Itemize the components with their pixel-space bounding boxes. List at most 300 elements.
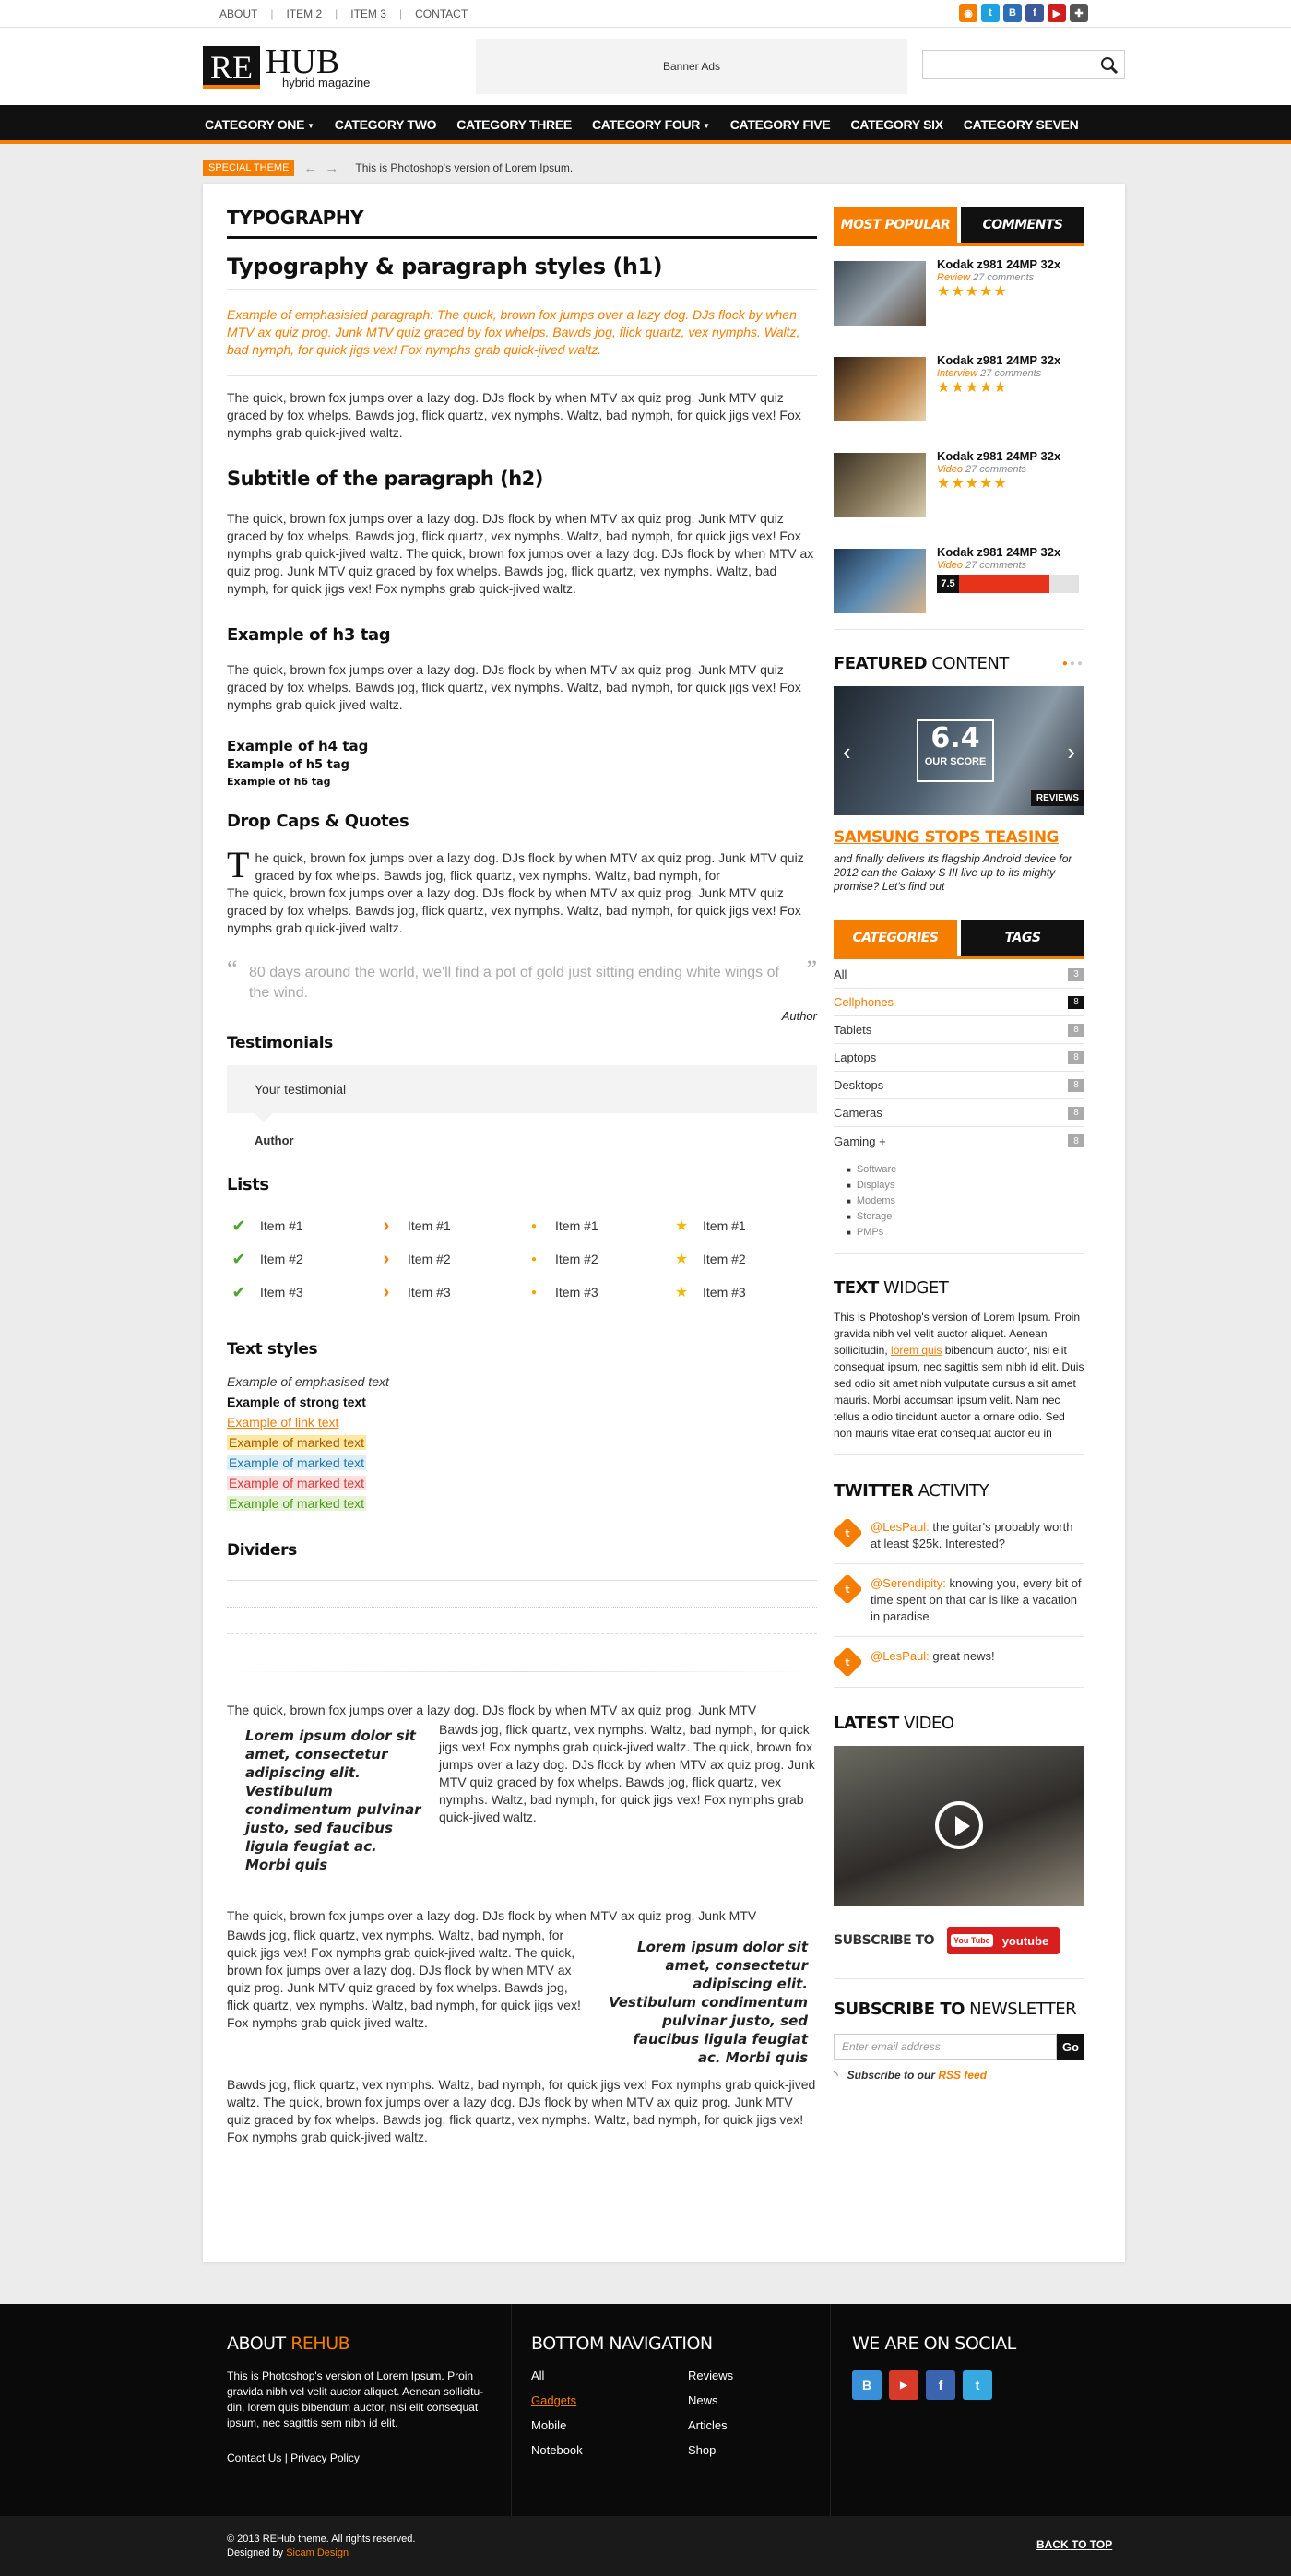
- category-label: Gaming +: [834, 1134, 886, 1148]
- news-ticker: [203, 157, 573, 179]
- youtube-button[interactable]: [947, 1927, 1060, 1954]
- popular-title[interactable]: Kodak z981 24MP 32x: [937, 353, 1061, 367]
- quote-open-icon: “: [227, 956, 238, 982]
- tab-tags[interactable]: TAGS: [961, 920, 1084, 956]
- dropcaps-title: Drop Caps & Quotes: [227, 812, 409, 831]
- copyright: [227, 2533, 415, 2560]
- play-icon[interactable]: [935, 1801, 983, 1849]
- footer-about: [227, 2333, 485, 2464]
- tweet-text: great news!: [929, 1649, 995, 1663]
- star-rating: ★★★★★: [937, 476, 1008, 492]
- star-list: [669, 1209, 817, 1309]
- footer-nav-links: [531, 2368, 808, 2457]
- email-field[interactable]: Enter email address: [834, 2034, 1057, 2060]
- footer-social-title: WE ARE ON SOCIAL: [852, 2333, 1016, 2354]
- popular-item[interactable]: [834, 449, 1084, 534]
- title-brand: REHUB: [290, 2333, 350, 2354]
- category-item[interactable]: [834, 1072, 1084, 1099]
- emphasized-paragraph: Example of emphasisied paragraph: The quick, brown fox jumps over a lazy dog. DJs flock by when MTV ax quiz prog. Junk MTV quiz graced by fox whelps. Bawds jog, flick quartz, vex nymphs. Waltz, bad nymph, for quick jigs vex! Fox nymphs grab quick-jived waltz.: [227, 306, 817, 376]
- category-tabs: [834, 920, 1084, 956]
- nav-category-seven[interactable]: [964, 117, 1079, 132]
- designer-link[interactable]: Sicam Design: [286, 2547, 349, 2558]
- lists-demo: [227, 1209, 817, 1309]
- dot-icon: ●: [530, 1220, 538, 1231]
- title-bold: TWITTER: [834, 1481, 914, 1501]
- nav-label: CATEGORY SEVEN: [963, 117, 1079, 132]
- check-icon: ✔: [231, 1282, 246, 1301]
- check-list: [227, 1209, 374, 1309]
- popular-title[interactable]: Kodak z981 24MP 32x: [937, 545, 1061, 559]
- tweet-body: [871, 1519, 1084, 1552]
- list-item-label: Item #2: [408, 1252, 451, 1266]
- thumbnail[interactable]: [834, 453, 926, 517]
- subcategory-item[interactable]: ■ Storage: [847, 1209, 1084, 1225]
- twitter-icon[interactable]: t: [981, 4, 1000, 22]
- list-item-label: Item #3: [703, 1285, 746, 1300]
- title-rest: NEWSLETTER: [964, 2000, 1077, 2019]
- list-item: [227, 1209, 374, 1242]
- top-bar: [0, 0, 1291, 28]
- reviews-badge[interactable]: REVIEWS: [1031, 790, 1084, 806]
- dot-icon[interactable]: ●: [1076, 659, 1084, 669]
- comment-count: 27 comments: [965, 560, 1027, 571]
- tweet-list: [834, 1508, 1084, 1688]
- popular-title[interactable]: Kodak z981 24MP 32x: [937, 449, 1061, 463]
- heading-h2: Subtitle of the paragraph (h2): [227, 468, 543, 490]
- dot-list: [522, 1209, 669, 1309]
- tweet-handle[interactable]: @LesPaul:: [871, 1520, 930, 1534]
- topnav-contact[interactable]: CONTACT: [415, 7, 468, 20]
- popular-info: [937, 449, 1060, 493]
- popular-item[interactable]: [834, 257, 1084, 342]
- pullquote: Lorem ipsum dolor sit amet, consectetur adipiscing elit. Vestibulum condimentum pulvinar justo, sed faucibus ligula feugiat ac. Morbi quis: [609, 1939, 808, 2066]
- star-rating: ★★★★★: [937, 284, 1008, 300]
- tweet-body: [871, 1648, 995, 1676]
- chevron-right-icon[interactable]: ›: [1067, 738, 1075, 766]
- popular-category[interactable]: Video: [937, 560, 963, 571]
- paragraph: The quick, brown fox jumps over a lazy dog. DJs flock by when MTV ax quiz prog. Junk MTV quiz graced by fox whelps. Bawds jog, flick quartz, vex nymphs. Waltz, bad nymph, for quick jigs vex! Fox nymphs grab quick-jived waltz. The quick, brown fox jumps over a lazy dog. DJs flock by when MTV ax quiz prog. Junk MTV quiz graced by fox whelps. Bawds jog, flick quartz, vex nymphs. Waltz, bad nymph, for quick jigs vex! Fox nymphs grab quick-jived waltz.: [227, 511, 814, 596]
- paragraph: Bawds jog, flick quartz, vex nymphs. Waltz, bad nymph, for quick jigs vex! Fox nymphs grab quick-jived waltz. The quick, brown fox jumps over a lazy dog. DJs flock by when MTV ax quiz prog. Junk MTV quiz graced by fox whelps. Bawds jog, flick quartz, vex nymphs. Waltz, bad nymph, for quick jigs vex! Fox nymphs grab quick-jived waltz.: [227, 2077, 816, 2144]
- topnav-item2[interactable]: ITEM 2: [286, 7, 323, 20]
- title-bold: LATEST: [834, 1714, 899, 1733]
- text-styles: [227, 1371, 817, 1514]
- main-nav: [0, 105, 1291, 144]
- category-count: 3: [1068, 968, 1084, 981]
- star-icon: ★: [674, 1252, 689, 1267]
- textwidget-part: bibendum auctor, nisi elit consequat ipsum, nec sagittis sem nibh id elit. Duis sed odio sit amet nibh vulputate cursus a sit amet mauris. Morbi accumsan ipsum velit. Nam nec tellus a odio tincidunt auctor a ornare odio. Sed non mauris vitae erat consequat auctor eu in: [834, 1344, 1084, 1440]
- list-item: [669, 1209, 817, 1242]
- popular-meta: [937, 560, 1079, 571]
- sidebar-divider: [834, 1454, 1084, 1455]
- strong-text: Example of strong text: [227, 1395, 366, 1409]
- footer-divider: [511, 2304, 512, 2516]
- footer-bottom: [0, 2516, 1291, 2576]
- category-count: 8: [1068, 1024, 1084, 1037]
- nav-category-six[interactable]: [850, 117, 942, 132]
- popular-category[interactable]: Interview: [937, 368, 978, 379]
- topnav-separator: |: [270, 7, 274, 20]
- list-item-label: Item #3: [408, 1285, 451, 1300]
- banner-ad[interactable]: Banner Ads: [476, 39, 907, 94]
- logo[interactable]: [203, 42, 371, 89]
- testimonial-box: Your testimonial: [227, 1065, 817, 1113]
- facebook-icon[interactable]: f: [1025, 4, 1044, 22]
- heading-h4: Example of h4 tag: [227, 738, 369, 754]
- pullquote-block-right: [227, 1927, 817, 2067]
- popular-title[interactable]: Kodak z981 24MP 32x: [937, 257, 1061, 271]
- nav-label: CATEGORY THREE: [456, 117, 572, 132]
- category-label: All: [834, 967, 847, 981]
- list-item: [522, 1209, 669, 1242]
- footer-link-shop[interactable]: Shop: [688, 2443, 717, 2457]
- category-list: [834, 961, 1084, 1155]
- footer-link-reviews[interactable]: Reviews: [688, 2368, 734, 2382]
- popular-meta: [937, 464, 1060, 475]
- dropcap-paragraph: [227, 849, 817, 884]
- footer-link-notebook[interactable]: Notebook: [531, 2443, 583, 2457]
- nav-category-three[interactable]: [456, 117, 572, 132]
- category-count: 8: [1068, 1051, 1084, 1064]
- score-value: 6.4: [930, 722, 980, 754]
- list-item-label: Item #1: [703, 1218, 746, 1233]
- list-item: [374, 1242, 522, 1276]
- nav-category-five[interactable]: [730, 117, 831, 132]
- page-container: [203, 184, 1125, 2262]
- nav-label: CATEGORY TWO: [334, 117, 437, 132]
- back-to-top-link[interactable]: BACK TO TOP: [1036, 2538, 1113, 2551]
- list-item: [669, 1276, 817, 1309]
- tweet-handle[interactable]: @Serendipity:: [871, 1576, 946, 1590]
- star-icon: ★: [674, 1218, 689, 1234]
- arrow-right-icon[interactable]: →: [325, 160, 347, 176]
- category-item[interactable]: [834, 1099, 1084, 1127]
- paragraph: The quick, brown fox jumps over a lazy dog. DJs flock by when MTV ax quiz prog. Junk MTV: [227, 1703, 757, 1717]
- twitter-bird-icon: [834, 1519, 861, 1547]
- testimonials-title: Testimonials: [227, 1034, 333, 1052]
- tweet: [834, 1637, 1084, 1688]
- rss-icon[interactable]: ◝: [834, 2069, 838, 2082]
- title-rest: CONTENT: [927, 654, 1009, 673]
- youtube-icon[interactable]: ▶: [889, 2370, 918, 2400]
- category-item[interactable]: [834, 1016, 1084, 1044]
- list-item: [227, 1242, 374, 1276]
- page-title: TYPOGRAPHY: [227, 207, 817, 239]
- nav-label: CATEGORY FOUR: [591, 117, 701, 132]
- footer-social-icons: [852, 2370, 1110, 2400]
- footer-link-mobile[interactable]: Mobile: [531, 2418, 567, 2432]
- copyright-text: © 2013 REHub theme. All rights reserved.: [227, 2534, 416, 2545]
- score-box: [917, 719, 994, 782]
- testimonial-author: Author: [255, 1134, 294, 1147]
- dot-icon: ●: [530, 1287, 538, 1298]
- chevron-left-icon[interactable]: ‹: [843, 738, 851, 766]
- footer-link-articles[interactable]: Articles: [688, 2418, 728, 2432]
- category-count: 8: [1068, 1107, 1084, 1120]
- pullquote: Lorem ipsum dolor sit amet, consectetur adipiscing elit. Vestibulum condimentum pulvinar justo, sed faucibus ligula feugiat ac. Morbi quis: [245, 1727, 421, 1873]
- paragraph: The quick, brown fox jumps over a lazy dog. DJs flock by when MTV ax quiz prog. Junk MTV quiz graced by fox whelps. Bawds jog, flick quartz, vex nymphs. Waltz, bad nymph, for quick jigs vex! Fox nymphs grab quick-jived waltz.: [227, 662, 801, 712]
- popular-meta: [937, 272, 1060, 283]
- score-number: 7.5: [937, 575, 959, 593]
- blogger-icon[interactable]: B: [1003, 4, 1022, 22]
- paragraph: Bawds jog, flick quartz, vex nymphs. Waltz, bad nymph, for quick jigs vex! Fox nymphs grab quick-jived waltz. The quick, brown fox jumps over a lazy dog. DJs flock by when MTV ax quiz prog. Junk MTV quiz graced by fox whelps. Bawds jog, flick quartz, vex nymphs. Waltz, bad nymph, for quick jigs vex! Fox nymphs grab quick-jived waltz.: [227, 1928, 581, 2030]
- paragraph: Bawds jog, flick quartz, vex nymphs. Waltz, bad nymph, for quick jigs vex! Fox nymphs grab quick-jived waltz. The quick, brown fox jumps over a lazy dog. DJs flock by when MTV ax quiz prog. Junk MTV quiz graced by fox whelps. Bawds jog, flick quartz, vex nymphs. Waltz, bad nymph, for quick jigs vex! Fox nymphs grab quick-jived waltz.: [439, 1722, 815, 1824]
- marked-text-blue: Example of marked text: [229, 1455, 365, 1470]
- footer-nav-title: BOTTOM NAVIGATION: [531, 2333, 713, 2354]
- dot-icon[interactable]: ●: [1069, 659, 1077, 669]
- marked-text-green: Example of marked text: [229, 1496, 365, 1511]
- nav-label: CATEGORY SIX: [850, 117, 943, 132]
- youtube-icon[interactable]: ▶: [1048, 4, 1066, 22]
- heading-h1: Typography & paragraph styles (h1): [227, 254, 817, 290]
- category-item[interactable]: [834, 989, 1084, 1016]
- featured-desc: and finally delivers its flagship Android device for 2012 can the Galaxy S III live up to its mighty promise? Let's find out: [834, 852, 1072, 893]
- footer-link-all[interactable]: All: [531, 2368, 545, 2382]
- designed-by-label: Designed by: [227, 2547, 287, 2558]
- slider-dots[interactable]: [1062, 659, 1084, 669]
- comment-count: 27 comments: [980, 368, 1042, 379]
- heading-h3: Example of h3 tag: [227, 625, 391, 645]
- subcategory-item[interactable]: ■ Displays: [847, 1178, 1084, 1193]
- subscribe-label: SUBSCRIBE TO: [834, 1933, 935, 1948]
- chevron-right-icon: ›: [383, 1281, 390, 1302]
- lists-title: Lists: [227, 1175, 269, 1194]
- featured-slide[interactable]: [834, 686, 1084, 815]
- tab-comments[interactable]: COMMENTS: [961, 207, 1084, 243]
- list-item: [522, 1276, 669, 1309]
- list-item-label: Item #2: [555, 1252, 598, 1266]
- heading-h5: Example of h5 tag: [227, 758, 349, 772]
- paragraph: The quick, brown fox jumps over a lazy dog. DJs flock by when MTV ax quiz prog. Junk MTV: [227, 1908, 757, 1923]
- paragraph: The quick, brown fox jumps over a lazy dog. DJs flock by when MTV ax quiz prog. Junk MTV quiz graced by fox whelps. Bawds jog, flick quartz, vex nymphs. Waltz, bad nymph, for quick jigs vex! Fox nymphs grab quick-jived waltz.: [227, 390, 801, 440]
- topnav-separator: |: [335, 7, 338, 20]
- main-content: [227, 207, 817, 2146]
- list-item: [227, 1276, 374, 1309]
- privacy-link[interactable]: Privacy Policy: [290, 2451, 360, 2464]
- list-item-label: Item #1: [408, 1218, 451, 1233]
- popular-info: [937, 257, 1060, 302]
- category-label: Desktops: [834, 1078, 884, 1092]
- quote-author: Author: [781, 1009, 817, 1023]
- logo-hub: HUB: [266, 42, 340, 81]
- list-item-label: Item #1: [260, 1218, 303, 1233]
- popular-category[interactable]: Review: [937, 272, 971, 283]
- category-item[interactable]: [834, 1127, 1084, 1155]
- category-item[interactable]: [834, 961, 1084, 989]
- emphasised-text: Example of emphasised text: [227, 1374, 389, 1389]
- title-bold: FEATURED: [834, 654, 928, 673]
- thumbnail[interactable]: [834, 549, 926, 613]
- quote-close-icon: ”: [806, 956, 817, 982]
- tweet-text: knowing you, every bit of time spent on that car is like a vacation in paradise: [871, 1576, 1082, 1623]
- sidebar: [834, 207, 1084, 2082]
- tweet-text: the guitar's probably worth at least $25k. Interested?: [871, 1520, 1073, 1550]
- arrow-list: [374, 1209, 522, 1309]
- video-title: [834, 1714, 1084, 1733]
- go-button[interactable]: Go: [1057, 2034, 1084, 2060]
- svg-text:t: t: [845, 1527, 850, 1539]
- link-separator: |: [284, 2451, 288, 2464]
- tweet-body: [871, 1575, 1084, 1625]
- arrow-left-icon[interactable]: ←: [303, 160, 326, 176]
- tweet: [834, 1564, 1084, 1637]
- pullquote-block-left: [227, 1721, 817, 1874]
- twitter-bird-icon: [834, 1648, 861, 1676]
- ticker-text[interactable]: This is Photoshop's version of Lorem Ipsum.: [355, 161, 574, 174]
- textwidget-text: [834, 1309, 1084, 1442]
- popular-tabs: [834, 207, 1084, 243]
- footer-divider: [830, 2304, 831, 2516]
- title-bold: SUBSCRIBE TO: [834, 2000, 965, 2019]
- nav-category-two[interactable]: [335, 117, 436, 132]
- topnav-item3[interactable]: ITEM 3: [350, 7, 386, 20]
- newsletter-title: [834, 2000, 1084, 2019]
- divider-fade: [227, 1671, 817, 1672]
- dividers-title: Dividers: [227, 1541, 297, 1560]
- newsletter-form: [834, 2034, 1084, 2060]
- featured-header: [834, 654, 1084, 673]
- footer-nav: [531, 2333, 808, 2457]
- subcategory-list: [847, 1162, 1084, 1241]
- nav-label: CATEGORY FIVE: [729, 117, 831, 132]
- list-item-label: Item #2: [703, 1252, 746, 1266]
- chevron-right-icon: ›: [383, 1215, 390, 1236]
- title-text: ABOUT: [227, 2333, 291, 2354]
- svg-text:t: t: [845, 1656, 850, 1668]
- footer-link-news[interactable]: News: [688, 2393, 718, 2407]
- chevron-down-icon: ▼: [703, 121, 710, 130]
- title-bold: TEXT: [834, 1278, 879, 1298]
- textwidget-title: [834, 1278, 1084, 1298]
- footer-social: [852, 2333, 1110, 2400]
- title-rest: VIDEO: [898, 1714, 954, 1733]
- category-label: Tablets: [834, 1023, 872, 1037]
- tweet: [834, 1508, 1084, 1564]
- textstyles-title: Text styles: [227, 1340, 318, 1359]
- title-rest: ACTIVITY: [913, 1481, 989, 1501]
- header: [0, 28, 1291, 105]
- popular-category[interactable]: Video: [937, 464, 963, 475]
- divider-solid: [227, 1580, 817, 1581]
- tabs-underline: [834, 956, 1084, 959]
- title-rest: WIDGET: [878, 1278, 949, 1298]
- contact-link[interactable]: Contact Us: [227, 2451, 282, 2464]
- subcategory-item[interactable]: ■ PMPs: [847, 1225, 1084, 1241]
- divider-dashed: [227, 1633, 817, 1634]
- comment-count: 27 comments: [973, 272, 1035, 283]
- facebook-icon[interactable]: f: [926, 2370, 955, 2400]
- category-label: Laptops: [834, 1051, 877, 1064]
- search-input[interactable]: [922, 50, 1125, 79]
- popular-item[interactable]: [834, 353, 1084, 438]
- tab-most-popular[interactable]: MOST POPULAR: [834, 207, 957, 243]
- popular-info: [937, 353, 1060, 398]
- category-label: Cameras: [834, 1106, 882, 1120]
- score-bar: [937, 575, 1079, 593]
- marked-text-red: Example of marked text: [229, 1476, 365, 1490]
- rss-icon[interactable]: ◉: [959, 4, 977, 22]
- list-item: [374, 1276, 522, 1309]
- footer: [0, 2304, 1291, 2516]
- comment-count: 27 comments: [965, 464, 1027, 475]
- list-item-label: Item #3: [555, 1285, 598, 1300]
- footer-link-gadgets[interactable]: Gadgets: [531, 2393, 577, 2407]
- ticker-tag: SPECIAL THEME: [203, 160, 294, 176]
- rss-link[interactable]: RSS feed: [938, 2069, 988, 2082]
- twitter-title: [834, 1481, 1084, 1501]
- twitter-bird-icon: [834, 1575, 861, 1603]
- blockquote: [227, 956, 817, 1003]
- score-label: OUR SCORE: [924, 756, 987, 767]
- subcategory-item[interactable]: ■ Modems: [847, 1193, 1084, 1209]
- list-item-label: Item #1: [555, 1218, 598, 1233]
- youtube-subscribe: [834, 1927, 1084, 1954]
- rss-text: Subscribe to our: [847, 2069, 935, 2082]
- ticker-arrows[interactable]: [303, 160, 346, 176]
- popular-item[interactable]: [834, 545, 1084, 630]
- twitter-icon[interactable]: t: [963, 2370, 992, 2400]
- quote-text: 80 days around the world, we'll find a pot of gold just sitting ending white wings of the wind.: [249, 965, 779, 1001]
- designed-by: [227, 2546, 415, 2560]
- list-item: [522, 1242, 669, 1276]
- tab-categories[interactable]: CATEGORIES: [834, 920, 957, 956]
- star-icon: ★: [674, 1285, 689, 1300]
- textwidget-link[interactable]: lorem quis: [891, 1344, 942, 1357]
- youtube-label: youtube: [1001, 1933, 1049, 1948]
- link-text[interactable]: Example of link text: [227, 1415, 339, 1430]
- nav-category-one[interactable]: [205, 117, 314, 132]
- logo-tagline: hybrid magazine: [282, 76, 371, 89]
- star-rating: ★★★★★: [937, 380, 1008, 396]
- top-nav: [203, 0, 480, 28]
- dropcap-letter: T: [227, 849, 250, 884]
- top-social-icons: [959, 4, 1088, 22]
- rss-subscribe: [834, 2069, 1084, 2082]
- topnav-about[interactable]: ABOUT: [219, 7, 258, 20]
- category-count: 8: [1068, 1134, 1084, 1147]
- tweet-handle[interactable]: @LesPaul:: [871, 1649, 930, 1663]
- dropcap-text: he quick, brown fox jumps over a lazy dog. DJs flock by when MTV ax quiz prog. Junk MTV quiz graced by fox whelps. Bawds jog, flick quartz, vex nymphs. Waltz, bad nymph, for: [255, 850, 804, 883]
- textwidget-part: This is Photoshop's version of Lorem Ipsum. Proin gravida nibh vel velit auctor aliquet. Aenean sollicitudin,: [834, 1311, 1081, 1357]
- category-item[interactable]: [834, 1044, 1084, 1072]
- blogger-icon[interactable]: B: [852, 2370, 882, 2400]
- sidebar-divider: [834, 1253, 1084, 1254]
- divider-dotted: [227, 1607, 817, 1608]
- subcategory-item[interactable]: ■ Software: [847, 1162, 1084, 1178]
- sidebar-divider: [834, 1978, 1084, 1979]
- video-player[interactable]: [834, 1746, 1084, 1906]
- featured-title: [834, 654, 1009, 673]
- category-label: Cellphones: [834, 995, 894, 1009]
- tabs-underline: [834, 243, 1084, 246]
- check-icon: ✔: [231, 1216, 246, 1235]
- list-item: [374, 1209, 522, 1242]
- popular-meta: [937, 368, 1060, 379]
- thumbnail[interactable]: [834, 357, 926, 421]
- footer-about-text: This is Photoshop's version of Lorem Ipsum. Proin gravida nibh vel velit auctor aliquet. Aenean sollicitu-din, lorem quis bibendum auctor, nisi elit consequat ipsum, nec sagittis sem nibh id elit.: [227, 2369, 484, 2429]
- featured-link[interactable]: SAMSUNG STOPS TEASING: [834, 828, 1059, 847]
- thumbnail[interactable]: [834, 261, 926, 326]
- nav-category-four[interactable]: [592, 117, 710, 132]
- search-icon[interactable]: [1100, 56, 1119, 75]
- list-item: [669, 1242, 817, 1276]
- footer-links: [227, 2451, 485, 2464]
- list-item-label: Item #2: [260, 1252, 303, 1266]
- chevron-down-icon: ▼: [307, 121, 314, 130]
- dot-icon[interactable]: ●: [1061, 659, 1070, 669]
- score-fill: [959, 575, 1049, 593]
- delicious-icon[interactable]: ✚: [1070, 4, 1088, 22]
- category-count: 8: [1068, 996, 1084, 1009]
